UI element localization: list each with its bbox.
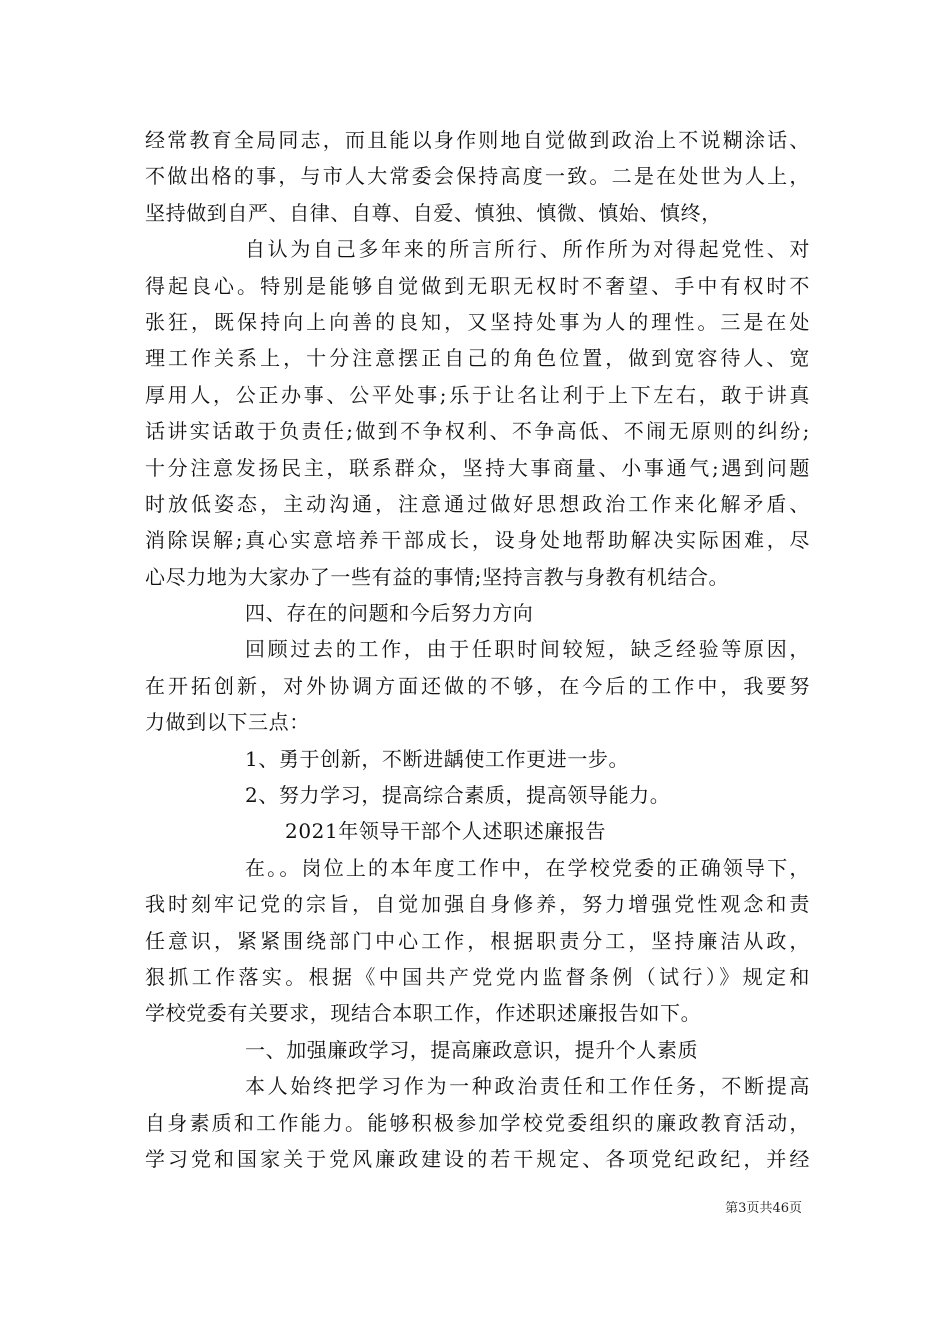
text-line: 学习党和国家关于党风廉政建设的若干规定、各项党纪政纪，并经 xyxy=(145,1146,810,1171)
report-title: 2021年领导干部个人述职述廉报告 xyxy=(285,819,607,844)
text-line: 力做到以下三点： xyxy=(145,710,310,735)
text-line: 任意识，紧紧围绕部门中心工作，根据职责分工，坚持廉洁从政， xyxy=(145,928,810,953)
text-line: 得起良心。特别是能够自觉做到无职无权时不奢望、手中有权时不 xyxy=(145,273,810,298)
text-line: 学校党委有关要求，现结合本职工作，作述职述廉报告如下。 xyxy=(145,1001,702,1026)
text-line: 狠抓工作落实。根据《中国共产党党内监督条例（试行）》规定和 xyxy=(145,964,810,989)
text-line: 在。。岗位上的本年度工作中，在学校党委的正确领导下， xyxy=(245,855,810,880)
list-item: 1、勇于创新，不断进龋使工作更进一步。 xyxy=(245,746,630,771)
text-line: 回顾过去的工作，由于任职时间较短，缺乏经验等原因， xyxy=(245,637,810,662)
list-item: 2、努力学习，提高综合素质，提高领导能力。 xyxy=(245,783,671,808)
section-heading: 一、加强廉政学习，提高廉政意识，提升个人素质 xyxy=(245,1037,699,1062)
section-heading: 四、存在的问题和今后努力方向 xyxy=(245,601,534,626)
text-line: 在开拓创新，对外协调方面还做的不够，在今后的工作中，我要努 xyxy=(145,673,810,698)
text-line: 话讲实话敢于负责任;做到不争权利、不争高低、不闹无原则的纠纷; xyxy=(145,419,810,444)
text-line: 不做出格的事，与市人大常委会保持高度一致。二是在处世为人上， xyxy=(145,164,810,189)
text-line: 心尽力地为大家办了一些有益的事情;坚持言教与身教有机结合。 xyxy=(145,564,730,589)
text-line: 我时刻牢记党的宗旨，自觉加强自身修养，努力增强党性观念和责 xyxy=(145,892,810,917)
text-line: 厚用人，公正办事、公平处事;乐于让名让利于上下左右，敢于讲真 xyxy=(145,382,810,407)
page-number: 第3页共46页 xyxy=(725,1201,802,1216)
text-line: 自身素质和工作能力。能够积极参加学校党委组织的廉政教育活动， xyxy=(145,1110,810,1135)
text-line: 张狂，既保持向上向善的良知，又坚持处事为人的理性。三是在处 xyxy=(145,309,810,334)
text-line: 经常教育全局同志，而且能以身作则地自觉做到政治上不说糊涂话、 xyxy=(145,128,810,152)
text-line: 本人始终把学习作为一种政治责任和工作任务，不断提高 xyxy=(245,1074,810,1099)
text-line: 自认为自己多年来的所言所行、所作所为对得起党性、对 xyxy=(245,237,810,262)
document-body xyxy=(145,122,810,1177)
text-line: 理工作关系上，十分注意摆正自己的角色位置，做到宽容待人、宽 xyxy=(145,346,810,371)
text-line: 消除误解;真心实意培养干部成长，设身处地帮助解决实际困难，尽 xyxy=(145,528,810,553)
text-line: 时放低姿态，主动沟通，注意通过做好思想政治工作来化解矛盾、 xyxy=(145,491,810,516)
text-line: 坚持做到自严、自律、自尊、自爱、慎独、慎微、慎始、慎终， xyxy=(145,200,722,225)
text-line: 十分注意发扬民主，联系群众，坚持大事商量、小事通气;遇到问题 xyxy=(145,455,810,480)
